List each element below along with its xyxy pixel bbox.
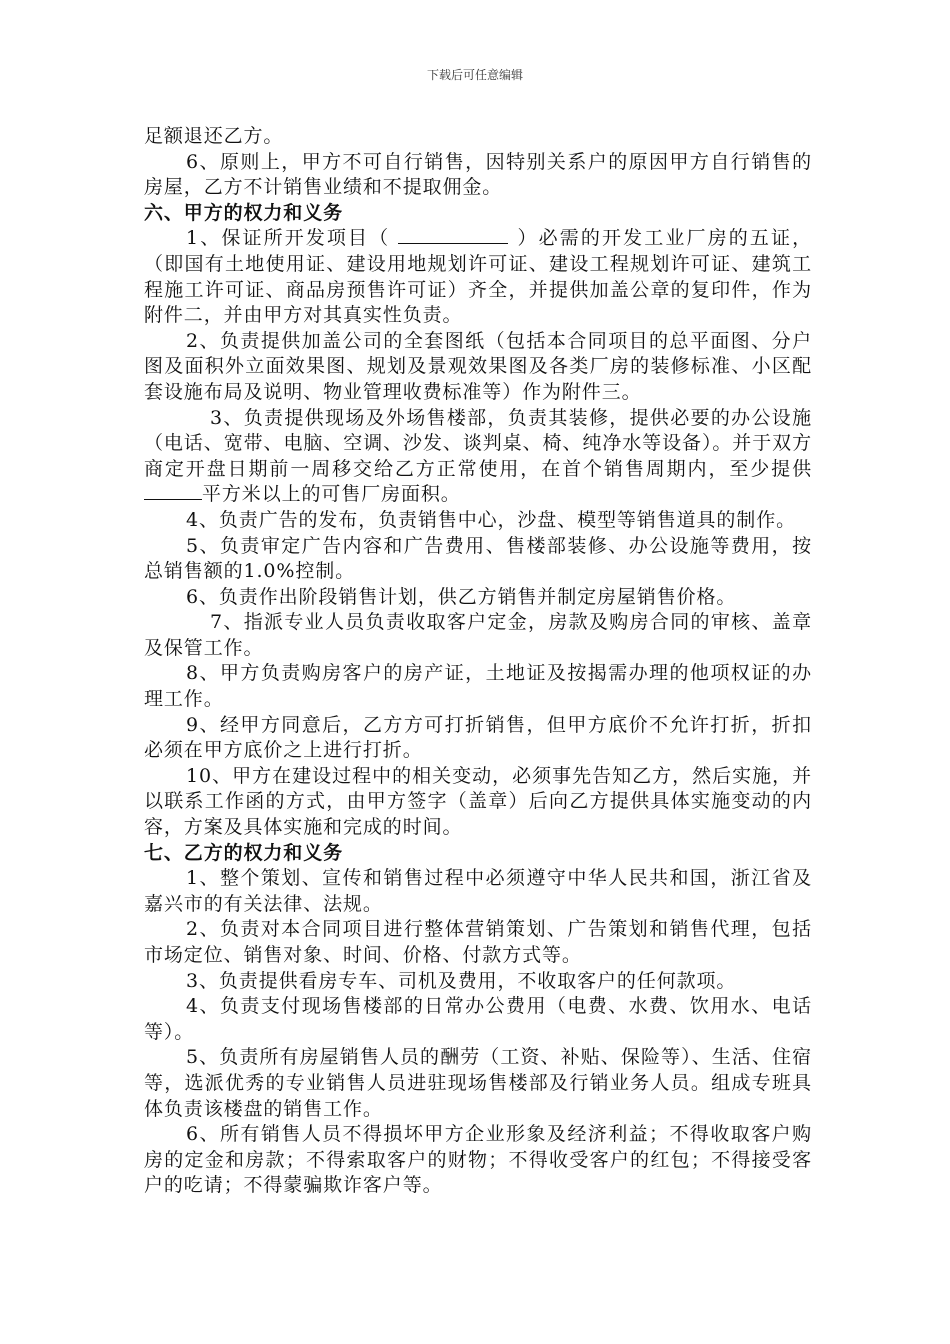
area-blank[interactable]: [144, 498, 202, 500]
project-name-blank[interactable]: [398, 242, 508, 244]
paragraph-6-10: 10、甲方在建设过程中的相关变动，必须事先告知乙方，然后实施，并以联系工作函的方式，由甲方签字（盖章）后向乙方提供具体实施变动的内容，方案及具体实施和完成的时间。: [144, 764, 812, 839]
paragraph-7-2: 2、负责对本合同项目进行整体营销策划、广告策划和销售代理，包括市场定位、销售对象、时间、价格、付款方式等。: [144, 918, 812, 966]
paragraph-7-6: 6、所有销售人员不得损坏甲方企业形象及经济利益；不得收取客户购房的定金和房款；不得索取客户的财物；不得收受客户的红包；不得接受客户的吃请；不得蒙骗欺诈客户等。: [144, 1123, 812, 1197]
paragraph-6-1-start: 1、保证所开发项目（: [186, 227, 391, 250]
paragraph-5-6: 6、原则上，甲方不可自行销售，因特别关系户的原因甲方自行销售的房屋，乙方不计销售业绩和不提取佣金。: [144, 150, 812, 199]
page-header: 下载后可任意编辑: [426, 68, 523, 82]
paragraph-6-2: 2、负责提供加盖公司的全套图纸（包括本合同项目的总平面图、分户图及面积外立面效果图、规划及景观效果图及各类厂房的装修标准、小区配套设施布局及说明、物业管理收费标准等）作为附件三。: [144, 329, 812, 403]
paragraph-6-1: [144, 226, 812, 328]
paragraph-7-5: 5、负责所有房屋销售人员的酬劳（工资、补贴、保险等）、生活、住宿等，选派优秀的专业销售人员进驻现场售楼部及行销业务人员。组成专班具体负责该楼盘的销售工作。: [144, 1046, 812, 1120]
paragraph-6-1-end: ）必需的开发工业厂房的五证，（即国有土地使用证、建设用地规划许可证、建设工程规划许可证、建筑工程施工许可证、商品房预售许可证）齐全，并提供加盖公章的复印件，作为附件二，并由甲方对其真实性负责。: [144, 227, 812, 327]
paragraph-6-3: [144, 406, 812, 508]
section-heading-6: 六、甲方的权力和义务: [144, 201, 344, 224]
paragraph-6-4: 4、负责广告的发布，负责销售中心，沙盘、模型等销售道具的制作。: [186, 508, 796, 531]
section-heading-7: 七、乙方的权力和义务: [144, 841, 344, 864]
paragraph-6-9: 9、经甲方同意后，乙方方可打折销售，但甲方底价不允许打折，折扣必须在甲方底价之上进行打折。: [144, 713, 812, 762]
paragraph-6-3-end: 平方米以上的可售厂房面积。: [202, 483, 461, 506]
paragraph-6-7: 7、指派专业人员负责收取客户定金，房款及购房合同的审核、盖章及保管工作。: [144, 611, 812, 659]
paragraph-7-1: 1、整个策划、宣传和销售过程中必须遵守中华人民共和国，浙江省及嘉兴市的有关法律、法规。: [144, 867, 812, 915]
paragraph-6-8: 8、甲方负责购房客户的房产证，土地证及按揭需办理的他项权证的办理工作。: [144, 662, 812, 711]
paragraph-7-3: 3、负责提供看房专车、司机及费用，不收取客户的任何款项。: [186, 969, 737, 992]
paragraph-6-3-start: 3、负责提供现场及外场售楼部，负责其装修，提供必要的办公设施（电话、宽带、电脑、空调、沙发、谈判桌、椅、纯净水等设备）。并于双方商定开盘日期前一周移交给乙方正常使用，在首个销售周期内，至少提供: [144, 406, 812, 480]
paragraph-7-4: 4、负责支付现场售楼部的日常办公费用（电费、水费、饮用水、电话等）。: [144, 995, 812, 1043]
paragraph-6-5: 5、负责审定广告内容和广告费用、售楼部装修、办公设施等费用，按总销售额的1.0%控制。: [144, 534, 812, 583]
document-body: [144, 124, 812, 1199]
paragraph-6-6: 6、负责作出阶段销售计划，供乙方销售并制定房屋销售价格。: [186, 585, 737, 608]
paragraph-5-5-tail: 足额退还乙方。: [144, 125, 284, 147]
